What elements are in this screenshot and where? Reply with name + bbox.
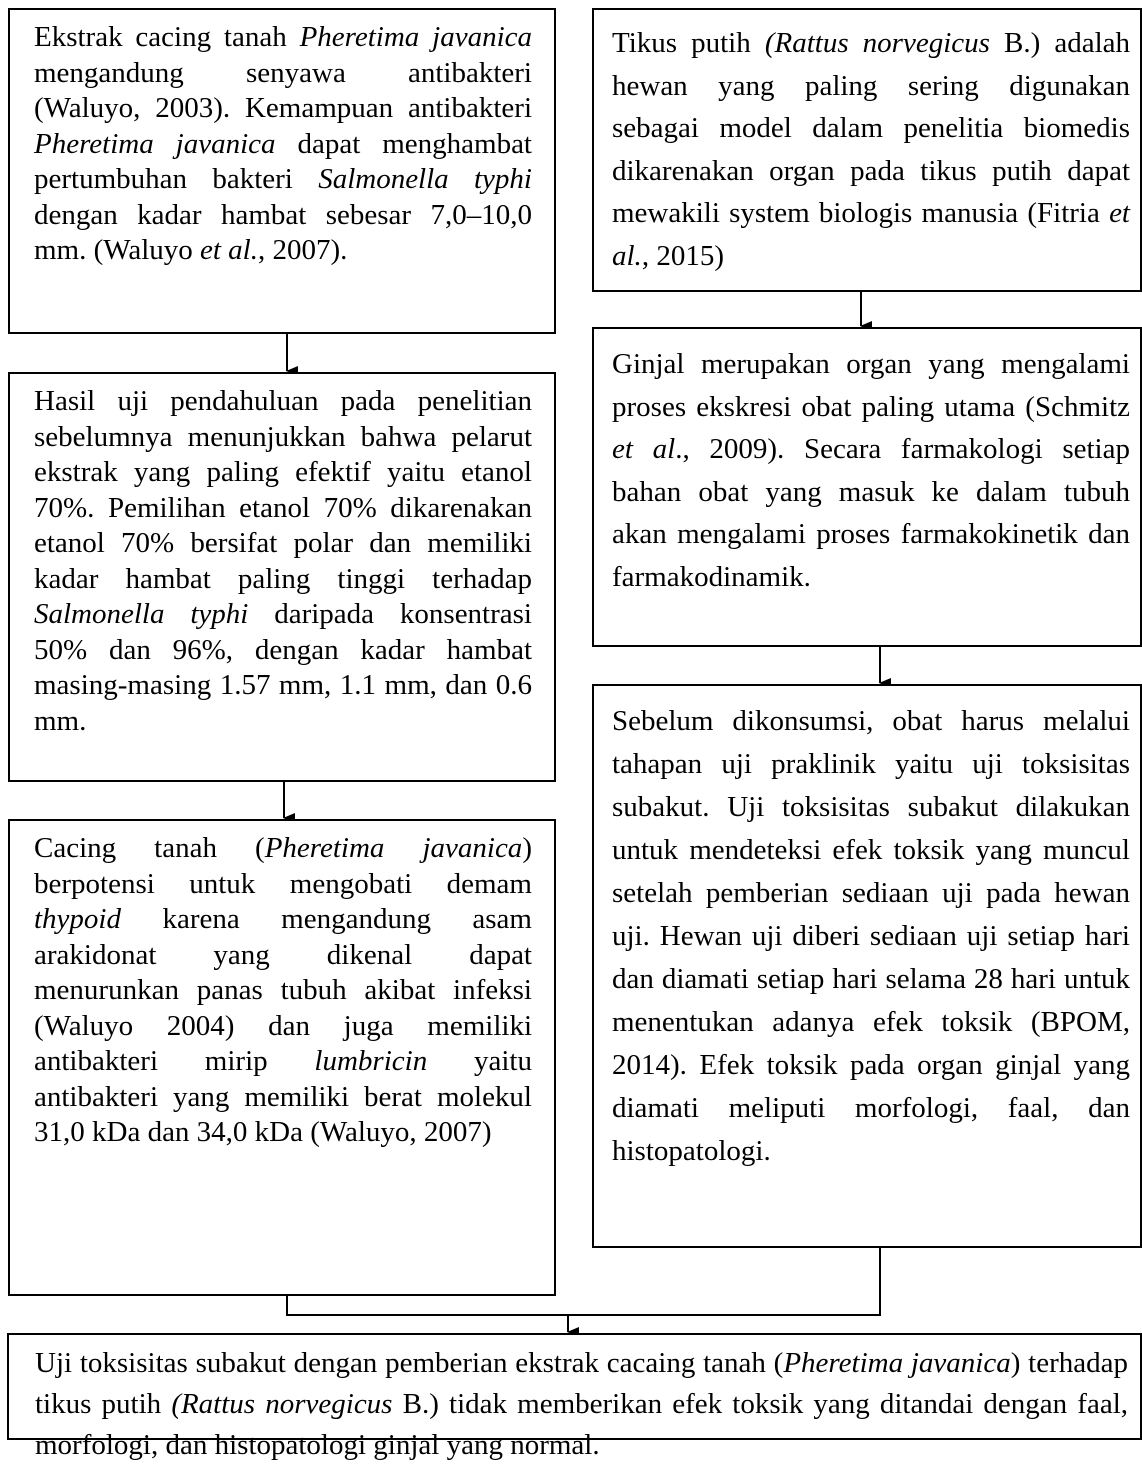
text-run: dapat menghambat pertumbuhan bakteri: [34, 127, 532, 195]
text-run: B.) tidak memberikan efek toksik yang ditandai dengan faal, morfologi, dan histopatologi ginjal yang normal.: [35, 1388, 1129, 1461]
flow-box-text: [35, 1343, 1128, 1466]
flow-box-right-2: [592, 327, 1142, 647]
flow-box-text: [34, 831, 532, 1151]
text-run: yaitu antibakteri yang memiliki berat molekul 31,0 kDa dan 34,0 kDa (Waluyo, 2007): [34, 1045, 532, 1148]
italic-term: (Rattus norvegicus: [171, 1388, 393, 1420]
text-run: Ekstrak cacing tanah: [34, 21, 300, 53]
flow-box-conclusion: [7, 1333, 1142, 1461]
flow-box-left-1: [8, 8, 556, 334]
flow-box-text: [34, 20, 532, 269]
text-run: daripada konsentrasi 50% dan 96%, dengan kadar hambat masing-masing 1.57 mm, 1.1 mm, dan 0.6 mm.: [34, 598, 532, 737]
text-run: , 2015): [641, 239, 724, 272]
text-run: dengan kadar hambat sebesar 7,0–10,0 mm. (Waluyo: [34, 198, 532, 266]
flow-box-text: [612, 700, 1130, 1173]
flow-box-left-2: [8, 372, 556, 782]
italic-term: Pheretima javanica: [34, 127, 276, 160]
text-run: Ginjal merupakan organ yang mengalami proses ekskresi obat paling utama (Schmitz: [612, 348, 1130, 423]
italic-term: thypoid: [34, 903, 121, 935]
italic-term: Salmonella typhi: [34, 598, 249, 630]
text-run: karena mengandung asam arakidonat yang dikenal dapat menurunkan panas tubuh akibat infeksi (Waluyo 2004) dan juga memiliki antibakteri mirip: [34, 903, 532, 1077]
text-run: ) berpotensi untuk mengobati demam: [34, 832, 532, 900]
text-run: mengandung senyawa antibakteri (Waluyo, 2003). Kemampuan antibakteri: [34, 56, 532, 124]
flow-box-text: [612, 22, 1130, 277]
italic-term: et al.: [612, 197, 1130, 272]
italic-term: et al.: [200, 234, 258, 266]
text-run: Sebelum dikonsumsi, obat harus melalui tahapan uji praklinik yaitu uji toksisitas subakut. Uji toksisitas subakut dilakukan untuk mendeteksi efek toksik yang muncul setelah pemberian sediaan uji pada hewan uji. Hewan uji diberi sediaan uji setiap hari dan diamati setiap hari selama 28 hari untuk menentukan adanya efek toksik (BPOM, 2014). Efek toksik pada organ ginjal yang diamati meliputi morfologi, faal, dan histopatologi.: [612, 705, 1130, 1167]
text-run: Cacing tanah (: [34, 832, 265, 864]
text-run: ) terhadap tikus putih: [35, 1347, 1128, 1420]
text-run: Tikus putih: [612, 27, 765, 59]
flow-box-right-3: [592, 684, 1142, 1248]
text-run: B.) adalah hewan yang paling sering digunakan sebagai model dalam penelitia biomedis dikarenakan organ pada tikus putih dapat mewakili system biologis manusia (Fitria: [612, 27, 1131, 229]
text-run: ., 2009). Secara farmakologi setiap bahan obat yang masuk ke dalam tubuh akan mengalami proses farmakokinetik dan farmakodinamik.: [612, 433, 1130, 593]
italic-term: Pheretima javanica: [783, 1347, 1011, 1379]
italic-term: Salmonella typhi: [318, 163, 532, 195]
text-run: Hasil uji pendahuluan pada penelitian sebelumnya menunjukkan bahwa pelarut ekstrak yang paling efektif yaitu etanol 70%. Pemilihan etanol 70% dikarenakan etanol 70% bersifat polar dan memiliki kadar hambat paling tinggi terhadap: [34, 385, 532, 595]
italic-term: Pheretima javanica: [264, 832, 523, 864]
italic-term: et al: [612, 433, 676, 465]
italic-term: (Rattus norvegicus: [764, 27, 990, 59]
italic-term: Pheretima javanica: [299, 21, 532, 53]
flow-box-right-1: [592, 8, 1142, 292]
text-run: Uji toksisitas subakut dengan pemberian ekstrak cacaing tanah (: [35, 1347, 784, 1379]
flow-box-text: [612, 343, 1130, 598]
italic-term: lumbricin: [314, 1045, 428, 1077]
text-run: , 2007).: [258, 234, 348, 266]
flow-box-text: [34, 384, 532, 739]
flow-box-left-3: [8, 819, 556, 1296]
